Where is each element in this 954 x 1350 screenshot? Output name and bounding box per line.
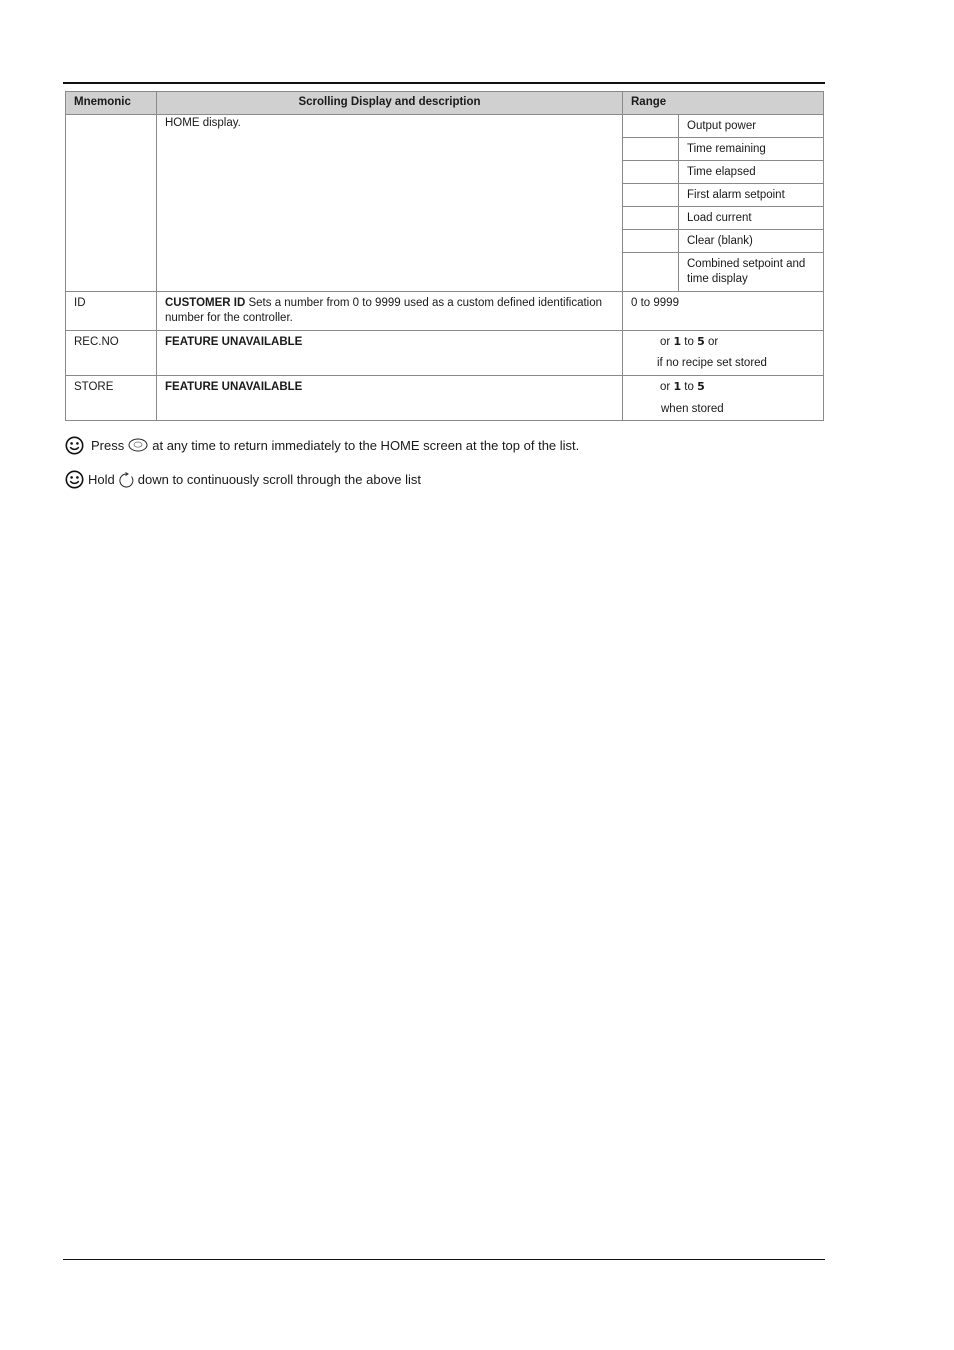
- smiley-icon: [65, 436, 84, 455]
- option-code-cell: [622, 160, 679, 184]
- scroll-button-icon: [117, 472, 136, 488]
- parameter-table: [65, 91, 824, 421]
- recno-description: FEATURE UNAVAILABLE: [156, 330, 623, 376]
- store-description: FEATURE UNAVAILABLE: [156, 375, 623, 421]
- header-range: Range: [622, 91, 824, 115]
- hold-prefix-text: Hold: [88, 471, 115, 487]
- option-code-cell: [622, 114, 679, 138]
- option-first-alarm-setpoint: First alarm setpoint: [678, 183, 824, 207]
- option-time-remaining: Time remaining: [678, 137, 824, 161]
- top-rule: [63, 82, 825, 84]
- option-code-cell: [622, 229, 679, 253]
- option-code-cell: [622, 206, 679, 230]
- store-to-text: to: [684, 381, 694, 393]
- option-load-current: Load current: [678, 206, 824, 230]
- option-combined-setpoint-time: Combined setpoint and time display: [678, 252, 824, 292]
- store-range-line: [660, 379, 705, 395]
- option-code-cell: [622, 252, 679, 292]
- option-code-cell: [622, 137, 679, 161]
- press-suffix-text: at any time to return immediately to the HOME screen at the top of the list.: [152, 437, 580, 453]
- id-range: 0 to 9999: [622, 291, 824, 331]
- recno-or-text: or: [660, 336, 671, 348]
- home-mnemonic-cell: [65, 114, 157, 292]
- recno-range-line: [660, 334, 718, 350]
- recno-range-min: 1: [673, 335, 682, 348]
- recno-range-max: 5: [697, 335, 705, 348]
- header-description: Scrolling Display and description: [156, 91, 623, 115]
- option-code-cell: [622, 183, 679, 207]
- tip-hold-scroll: [65, 470, 421, 489]
- press-prefix-text: Press: [91, 437, 125, 453]
- customer-id-title: CUSTOMER ID: [165, 297, 246, 309]
- id-description-cell: [156, 291, 623, 331]
- home-description-cell: HOME display.: [156, 114, 623, 292]
- recno-or2-text: or: [707, 336, 719, 348]
- recno-mnemonic: REC.NO: [65, 330, 157, 376]
- tip-press-page: [65, 436, 579, 455]
- store-mnemonic: STORE: [65, 375, 157, 421]
- recno-to-text: to: [684, 336, 694, 348]
- bottom-rule: [63, 1259, 825, 1260]
- store-range-max: 5: [697, 380, 705, 393]
- store-or-text: or: [660, 381, 671, 393]
- customer-id-description: Sets a number from 0 to 9999 used as a custom defined identification number for the controller.: [165, 297, 603, 324]
- store-range-note: when stored: [661, 403, 724, 415]
- page-button-icon: [128, 438, 148, 454]
- id-mnemonic: ID: [65, 291, 157, 331]
- header-mnemonic: Mnemonic: [65, 91, 157, 115]
- option-output-power: Output power: [678, 114, 824, 138]
- recno-range-note: if no recipe set stored: [657, 357, 767, 369]
- store-range-min: 1: [673, 380, 682, 393]
- option-time-elapsed: Time elapsed: [678, 160, 824, 184]
- smiley-icon: [65, 470, 84, 489]
- hold-suffix-text: down to continuously scroll through the above list: [137, 471, 422, 487]
- option-clear-blank: Clear (blank): [678, 229, 824, 253]
